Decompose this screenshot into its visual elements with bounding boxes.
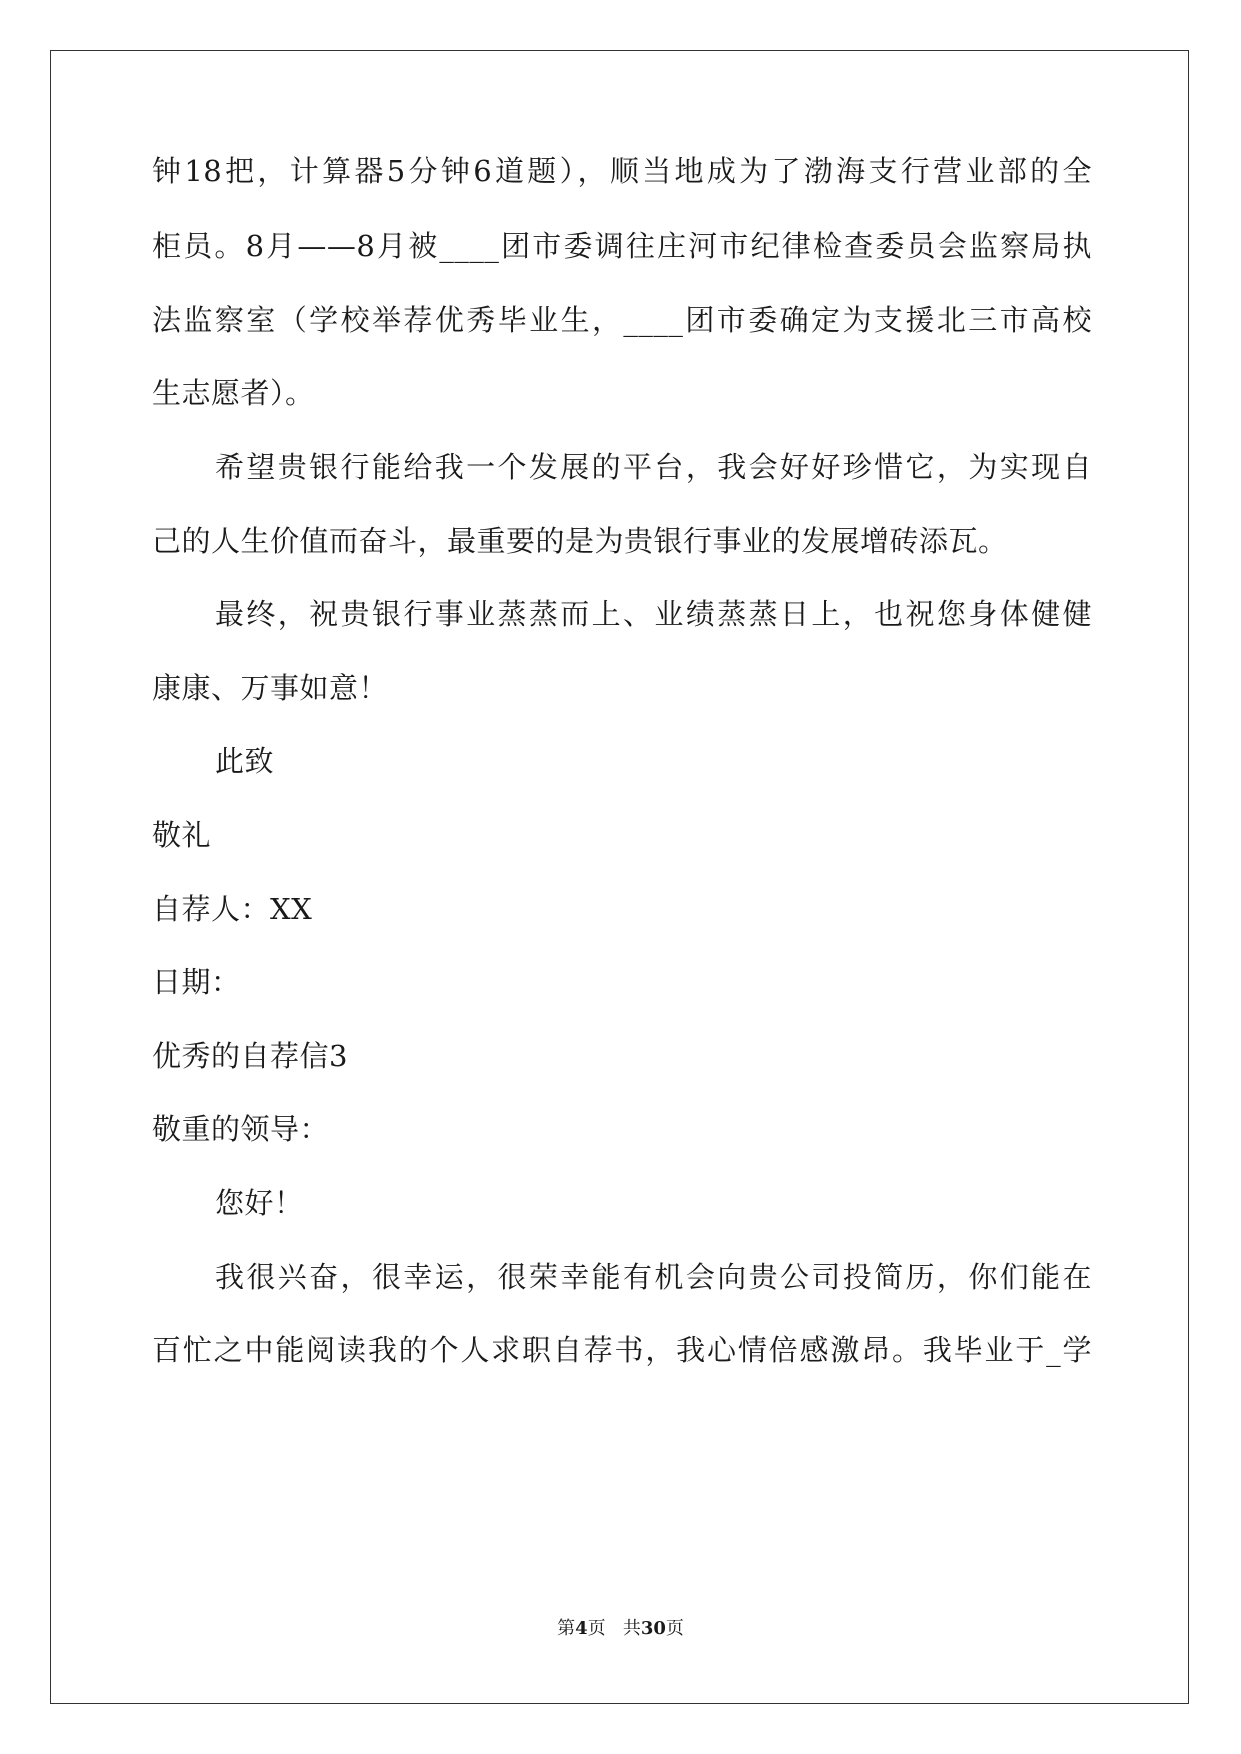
greeting-line: 敬重的领导：: [152, 1112, 330, 1146]
closing-line: 此致: [215, 744, 275, 778]
page-border: [50, 50, 1189, 1704]
body-line: 己的人生价值而奋斗，最重要的是为贵银行事业的发展增砖添瓦。: [152, 524, 1008, 558]
date-line: 日期：: [152, 965, 241, 999]
body-line: 钟18把，计算器5分钟6道题），顺当地成为了渤海支行营业部的全: [152, 154, 1092, 188]
body-line: 柜员。8月——8月被____团市委调往庄河市纪律检查委员会监察局执: [152, 229, 1092, 263]
body-line: 生志愿者）。: [152, 376, 315, 410]
signature-line: 自荐人：XX: [152, 892, 313, 926]
section-title: 优秀的自荐信3: [152, 1039, 348, 1073]
paragraph-line: 我很兴奋，很幸运，很荣幸能有机会向贵公司投简历，你们能在: [215, 1260, 1092, 1294]
footer-page-word: 页: [587, 1618, 606, 1639]
total-pages-number: 30: [640, 1618, 666, 1639]
footer-prefix: 第: [557, 1618, 576, 1639]
page-footer: [0, 1617, 1241, 1641]
paragraph-line: 希望贵银行能给我一个发展的平台，我会好好珍惜它，为实现自: [215, 450, 1092, 484]
greeting-line: 您好！: [215, 1186, 304, 1220]
current-page-number: 4: [575, 1618, 588, 1639]
paragraph-line: 最终，祝贵银行事业蒸蒸而上、业绩蒸蒸日上，也祝您身体健健: [215, 597, 1092, 631]
footer-total-suffix: 页: [665, 1618, 684, 1639]
salutation-line: 敬礼: [152, 818, 212, 852]
footer-total-prefix: 共: [622, 1618, 641, 1639]
body-line: 百忙之中能阅读我的个人求职自荐书，我心情倍感激昂。我毕业于_学: [152, 1333, 1092, 1367]
body-line: 康康、万事如意！: [152, 671, 389, 705]
body-line: 法监察室（学校举荐优秀毕业生，____团市委确定为支援北三市高校: [152, 303, 1092, 337]
